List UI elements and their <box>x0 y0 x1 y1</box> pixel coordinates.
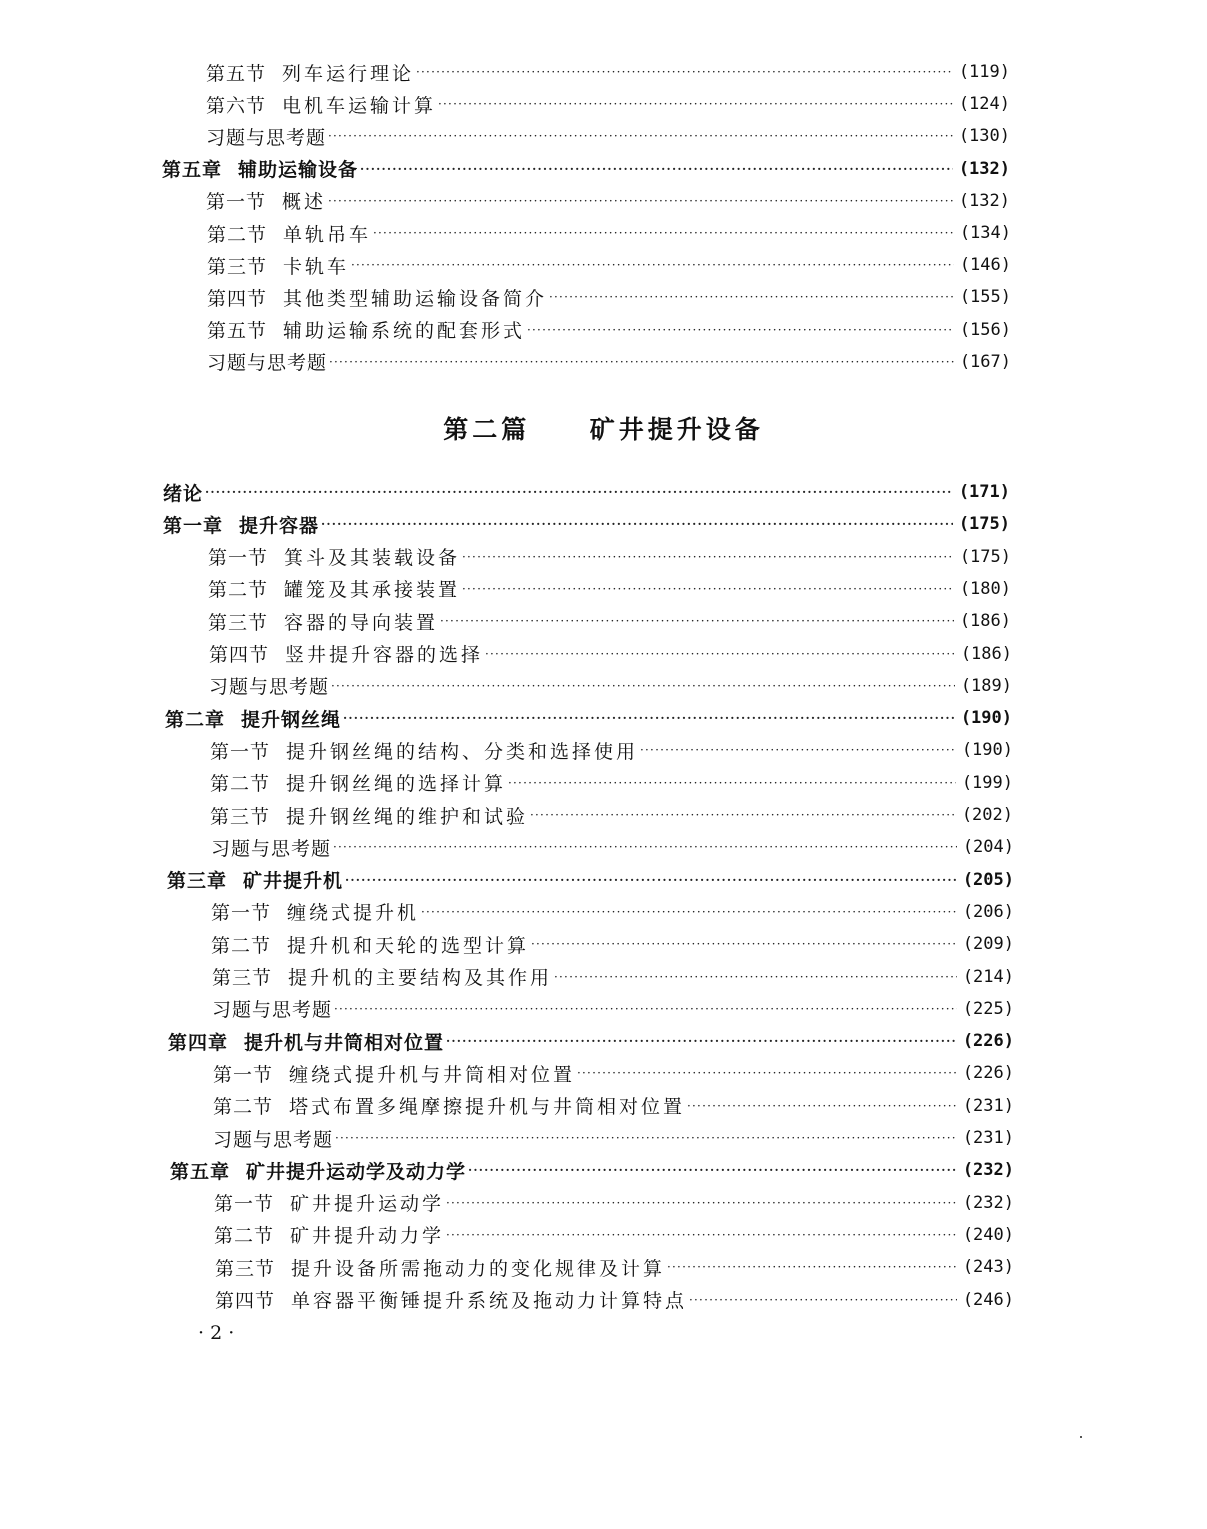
toc-entry-number: 第五章 <box>162 159 223 182</box>
toc-entry-label <box>170 1157 466 1184</box>
toc-entry-number: 第一章 <box>163 514 224 537</box>
toc-entry-label <box>210 737 638 764</box>
toc-entry-page: (190) <box>961 740 1013 761</box>
dot-leader <box>446 1228 957 1242</box>
toc-entry-page: (189) <box>960 675 1012 696</box>
dot-leader <box>640 743 956 757</box>
dot-leader <box>462 582 954 596</box>
toc-entry-label <box>214 1189 444 1216</box>
toc-entry-section <box>206 185 1010 217</box>
toc-entry-number: 第三节 <box>210 805 271 828</box>
toc-entry-title: 缠绕式提升机 <box>287 902 420 925</box>
toc-entry-label <box>212 963 552 990</box>
part-heading <box>0 410 1207 446</box>
toc-entry-page: (130) <box>958 126 1010 147</box>
toc-entry-section <box>209 638 1012 670</box>
toc-entry-page: (231) <box>962 1095 1014 1116</box>
dot-leader <box>416 65 953 79</box>
toc-entry-title: 概述 <box>282 191 327 214</box>
toc-entry-number: 第三节 <box>215 1257 276 1280</box>
toc-entry-title: 提升容器 <box>239 514 320 537</box>
toc-entry-exercise <box>211 831 1014 863</box>
toc-entry-chapter <box>167 864 1014 896</box>
toc-entry-page: (156) <box>959 319 1011 340</box>
toc-entry-page: (232) <box>962 1160 1014 1181</box>
toc-entry-label <box>211 834 331 861</box>
toc-entry-label <box>206 91 436 118</box>
toc-entry-page: (204) <box>962 837 1014 858</box>
dot-leader <box>527 323 954 337</box>
toc-entry-section <box>208 541 1011 573</box>
toc-entry-title: 绪论 <box>163 482 204 505</box>
toc-entry-chapter <box>162 153 1010 185</box>
toc-entry-title: 辅助运输系统的配套形式 <box>283 320 526 343</box>
dot-leader <box>667 1260 957 1274</box>
toc-entry-page: (190) <box>960 708 1012 729</box>
toc-entry-title: 习题与思考题 <box>209 676 330 699</box>
toc-entry-page: (202) <box>961 805 1013 825</box>
dot-leader <box>462 550 954 564</box>
toc-entry-title: 习题与思考题 <box>207 352 328 375</box>
toc-entry-number: 第二章 <box>165 708 226 731</box>
dot-leader <box>554 970 957 984</box>
toc-entry-number: 第四章 <box>168 1031 229 1054</box>
toc-entry-exercise <box>206 120 1010 152</box>
toc-entry-label <box>213 1092 685 1119</box>
toc-entry-title: 矿井提升机 <box>243 870 344 893</box>
toc-entry-section <box>215 1284 1014 1316</box>
toc-entry-page: (199) <box>961 772 1013 793</box>
toc-entry-label <box>213 1125 333 1152</box>
toc-entry-title: 卡轨车 <box>283 255 350 278</box>
toc-entry-chapter <box>165 702 1012 734</box>
toc-entry-exercise <box>212 993 1014 1025</box>
toc-entry-section <box>206 56 1010 88</box>
toc-entry-number: 第二节 <box>211 934 272 957</box>
toc-entry-number: 第一节 <box>208 547 269 570</box>
toc-entry-page: (180) <box>959 578 1011 599</box>
toc-entry-section <box>210 767 1013 799</box>
toc-entry-title: 缠绕式提升机与井筒相对位置 <box>289 1063 576 1086</box>
dot-leader <box>373 226 954 240</box>
toc-entry-title: 矿井提升运动学及动力学 <box>246 1160 467 1183</box>
toc-entry-number: 第六节 <box>206 94 267 117</box>
toc-entry-label <box>206 59 414 86</box>
toc-entry-section <box>211 928 1014 960</box>
toc-entry-page: (240) <box>962 1224 1014 1245</box>
toc-entry-title: 提升钢丝绳 <box>241 708 342 731</box>
toc-entry-page: (134) <box>959 223 1011 243</box>
toc-entry-section <box>207 281 1011 313</box>
dot-leader <box>321 517 953 531</box>
toc-entry-page: (186) <box>960 643 1012 664</box>
toc-entry-chapter <box>163 476 1010 508</box>
toc-entry-label <box>209 672 329 699</box>
toc-entry-section <box>214 1187 1014 1219</box>
toc-entry-title: 提升机的主要结构及其作用 <box>288 967 553 989</box>
toc-entry-label <box>211 931 529 958</box>
toc-entry-chapter <box>163 508 1010 540</box>
dot-leader <box>577 1066 957 1080</box>
toc-entry-section <box>210 799 1013 831</box>
dot-leader <box>446 1034 957 1048</box>
toc-entry-title: 列车运行理论 <box>282 62 415 85</box>
dot-leader <box>328 129 953 143</box>
toc-entry-number: 第四节 <box>215 1290 276 1312</box>
toc-entry-label <box>206 123 326 150</box>
toc-entry-number: 第二节 <box>207 223 268 246</box>
toc-entry-label <box>162 155 358 182</box>
toc-entry-section <box>215 1251 1014 1283</box>
dot-leader <box>335 1131 957 1145</box>
toc-entry-number: 第一节 <box>206 191 267 214</box>
toc-entry-page: (119) <box>958 62 1010 82</box>
toc-entry-section <box>208 573 1011 605</box>
toc-entry-label <box>211 898 419 925</box>
toc-entry-section <box>208 605 1011 637</box>
part-number: 第二篇 <box>443 415 531 444</box>
toc-entry-title: 容器的导向装置 <box>284 611 439 634</box>
toc-entry-number: 第五章 <box>170 1160 231 1183</box>
dot-leader <box>343 711 955 725</box>
toc-entry-page: (246) <box>962 1289 1014 1310</box>
toc-entry-label <box>215 1254 665 1281</box>
toc-entry-title: 箕斗及其装载设备 <box>284 547 461 570</box>
dot-leader <box>360 162 953 176</box>
toc-entry-page: (232) <box>962 1192 1014 1213</box>
toc-entry-title: 提升钢丝绳的维护和试验 <box>286 805 529 828</box>
dot-leader <box>549 290 954 304</box>
toc-entry-page: (171) <box>958 482 1010 502</box>
dot-leader <box>345 873 957 887</box>
toc-entry-exercise <box>213 1122 1014 1154</box>
toc-entry-title: 提升设备所需拖动力的变化规律及计算 <box>291 1257 666 1280</box>
toc-entry-number: 第三章 <box>167 870 228 893</box>
toc-entry-title: 塔式布置多绳摩擦提升机与井筒相对位置 <box>289 1096 686 1119</box>
toc-entry-section <box>214 1219 1014 1251</box>
toc-entry-title: 罐笼及其承接装置 <box>284 579 461 602</box>
dot-leader <box>331 679 955 693</box>
toc-entry-page: (186) <box>959 611 1011 632</box>
toc-entry-label <box>208 608 438 635</box>
toc-entry-page: (226) <box>962 1063 1014 1084</box>
toc-entry-page: (225) <box>962 998 1014 1019</box>
toc-entry-page: (214) <box>962 966 1014 987</box>
toc-entry-title: 提升机和天轮的选型计算 <box>287 934 530 957</box>
toc-entry-page: (124) <box>958 94 1010 115</box>
toc-entry-section <box>213 1090 1014 1122</box>
toc-entry-label <box>212 995 332 1022</box>
toc-entry-page: (132) <box>958 190 1010 211</box>
dot-leader <box>333 840 957 854</box>
toc-entry-section <box>213 1057 1014 1089</box>
toc-entry-title: 矿井提升动力学 <box>290 1225 445 1248</box>
dot-leader <box>485 647 955 661</box>
dot-leader <box>351 258 954 272</box>
scan-speck <box>1080 1436 1082 1438</box>
page-number: · 2 · <box>198 1322 235 1344</box>
toc-entry-label <box>167 866 343 893</box>
dot-leader <box>446 1196 957 1210</box>
toc-entry-label <box>208 575 460 602</box>
toc-entry-label <box>163 511 319 538</box>
dot-leader <box>329 355 954 369</box>
toc-entry-number: 第五节 <box>207 320 268 343</box>
toc-entry-number: 第三节 <box>212 967 273 989</box>
toc-entry-number: 第一节 <box>210 740 271 763</box>
toc-entry-title: 习题与思考题 <box>213 1128 334 1151</box>
toc-entry-title: 习题与思考题 <box>211 837 332 860</box>
toc-entry-chapter <box>168 1025 1014 1057</box>
toc-entry-page: (226) <box>962 1031 1014 1052</box>
part-title: 矿井提升设备 <box>589 415 764 444</box>
toc-entry-page: (167) <box>959 351 1011 372</box>
toc-entry-exercise <box>207 346 1011 378</box>
toc-entry-page: (155) <box>959 287 1011 308</box>
toc-entry-title: 其他类型辅助运输设备简介 <box>283 287 548 310</box>
toc-entry-label <box>210 802 528 829</box>
toc-entry-number: 第四节 <box>207 287 268 310</box>
toc-entry-title: 提升机与井筒相对位置 <box>244 1031 445 1054</box>
toc-entry-title: 提升钢丝绳的结构、分类和选择使用 <box>286 740 639 763</box>
toc-entry-label <box>165 705 341 732</box>
toc-entry-section <box>212 961 1014 993</box>
toc-entry-label <box>209 640 483 667</box>
toc-entry-label <box>207 284 547 311</box>
toc-entry-label <box>207 348 327 375</box>
toc-entry-section <box>207 217 1011 249</box>
toc-entry-number: 第五节 <box>206 62 267 85</box>
toc-entry-page: (243) <box>962 1257 1014 1278</box>
toc-entry-number: 第一节 <box>214 1193 275 1216</box>
dot-leader <box>328 194 953 208</box>
toc-entry-page: (205) <box>962 869 1014 890</box>
toc-entry-number: 第一节 <box>211 902 272 925</box>
toc-entry-title: 矿井提升运动学 <box>290 1193 445 1216</box>
dot-leader <box>205 485 953 499</box>
toc-entry-number: 第三节 <box>207 255 268 278</box>
toc-entry-title: 辅助运输设备 <box>238 159 359 182</box>
toc-entry-page: (206) <box>962 901 1014 922</box>
toc-entry-section <box>206 88 1010 120</box>
toc-entry-label <box>215 1286 687 1313</box>
toc-entry-page: (175) <box>959 546 1011 567</box>
toc-entry-page: (175) <box>958 514 1010 535</box>
toc-entry-page: (146) <box>959 255 1011 276</box>
toc-entry-title: 习题与思考题 <box>206 126 327 149</box>
toc-entry-title: 提升钢丝绳的选择计算 <box>286 773 507 796</box>
toc-entry-section <box>211 896 1014 928</box>
dot-leader <box>508 776 956 790</box>
toc-entry-number: 第二节 <box>214 1225 275 1248</box>
dot-leader <box>440 614 954 628</box>
toc-entry-page: (231) <box>962 1128 1014 1148</box>
dot-leader <box>531 937 957 951</box>
toc-entry-number: 第一节 <box>213 1063 274 1086</box>
toc-entry-label <box>207 220 371 247</box>
dot-leader <box>421 905 957 919</box>
toc-entry-label <box>207 316 525 343</box>
toc-entry-label <box>210 769 506 796</box>
toc-entry-title: 电机车运输计算 <box>282 94 437 117</box>
toc-entry-label <box>214 1221 444 1248</box>
toc-entry-label <box>207 252 349 279</box>
toc-entry-title: 竖井提升容器的选择 <box>285 644 484 666</box>
dot-leader <box>468 1163 957 1177</box>
toc-entry-label <box>213 1060 575 1087</box>
toc-entry-chapter <box>170 1154 1014 1186</box>
dot-leader <box>438 97 953 111</box>
dot-leader <box>334 1002 957 1016</box>
dot-leader <box>687 1099 957 1113</box>
toc-entry-title: 单容器平衡锤提升系统及拖动力计算特点 <box>291 1290 688 1312</box>
toc-entry-section <box>210 734 1013 766</box>
dot-leader <box>530 808 956 822</box>
toc-entry-label <box>163 479 203 506</box>
toc-entry-title: 习题与思考题 <box>212 999 333 1022</box>
toc-entry-title: 单轨吊车 <box>283 223 372 246</box>
toc-entry-page: (132) <box>958 158 1010 179</box>
toc-entry-number: 第四节 <box>209 644 270 666</box>
toc-entry-label <box>208 543 460 570</box>
toc-entry-page: (209) <box>962 934 1014 955</box>
toc-entry-label <box>206 187 326 214</box>
toc-entry-number: 第二节 <box>213 1096 274 1119</box>
toc-entry-exercise <box>209 670 1012 702</box>
toc-entry-section <box>207 314 1011 346</box>
toc-entry-number: 第二节 <box>210 773 271 796</box>
toc-entry-number: 第二节 <box>208 579 269 602</box>
toc-entry-label <box>168 1028 444 1055</box>
toc-entry-section <box>207 249 1011 281</box>
toc-entry-number: 第三节 <box>208 611 269 634</box>
dot-leader <box>689 1293 957 1307</box>
